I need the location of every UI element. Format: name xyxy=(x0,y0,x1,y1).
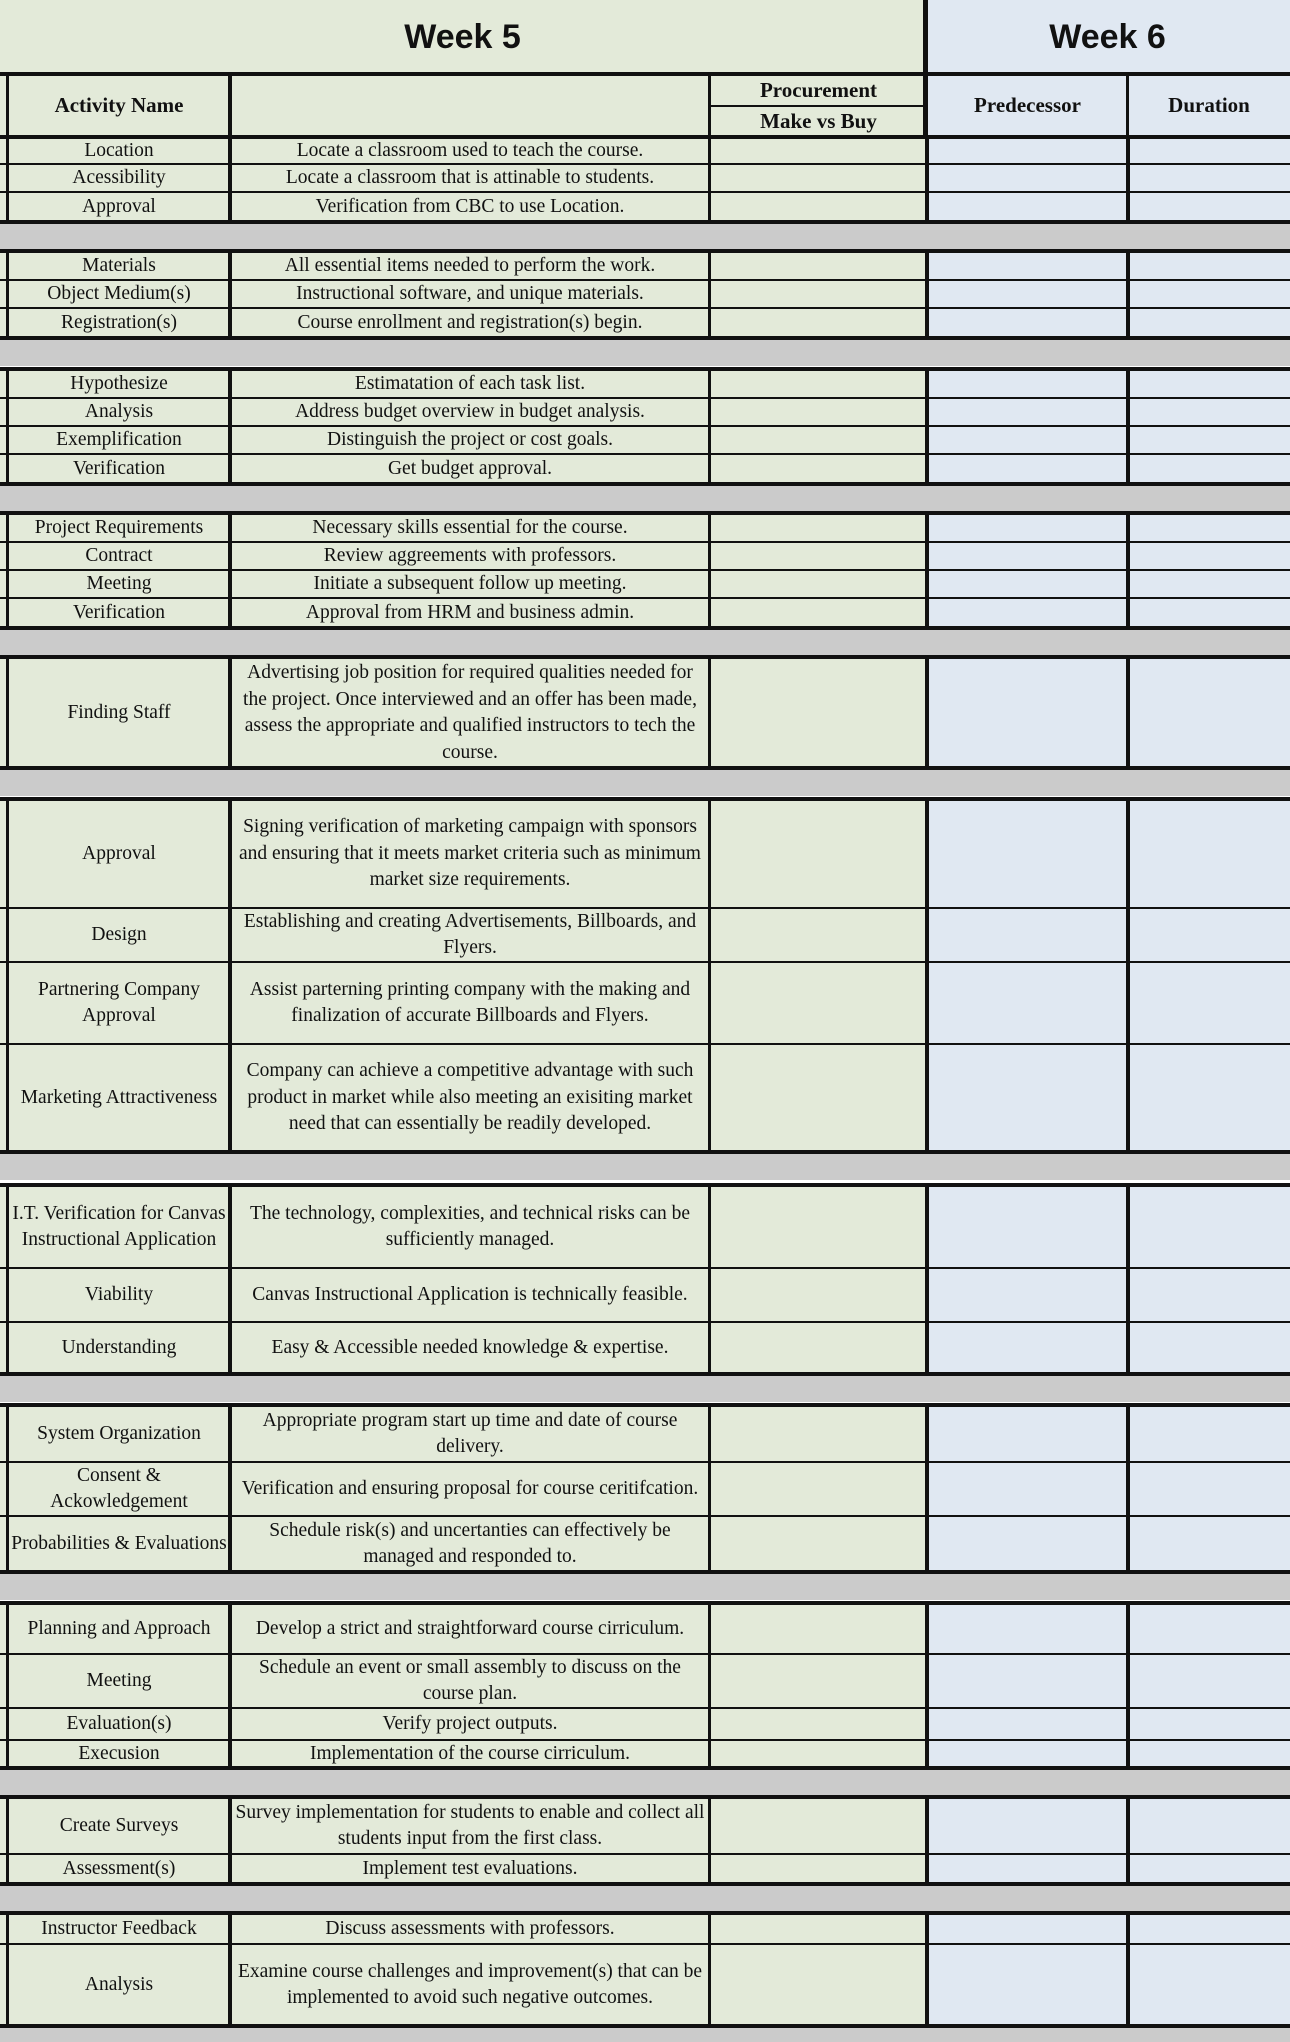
row-rule xyxy=(0,1653,1290,1655)
header-col-rule xyxy=(6,74,9,138)
activity-name-cell: Verification xyxy=(8,598,230,628)
duration-cell[interactable] xyxy=(1128,454,1290,484)
duration-cell[interactable] xyxy=(1128,514,1290,542)
activity-name-cell: Hypothesize xyxy=(8,370,230,398)
activity-description-cell: Initiate a subsequent follow up meeting. xyxy=(230,570,710,598)
activity-name-cell: Probabilities & Evaluations xyxy=(8,1516,230,1572)
row-rule xyxy=(0,1461,1290,1463)
activity-name-cell: Verification xyxy=(8,454,230,484)
activity-name-cell: Instructor Feedback xyxy=(8,1914,230,1944)
procurement-cell[interactable] xyxy=(710,514,927,542)
column-rule xyxy=(925,800,929,1152)
activity-name-cell: Analysis xyxy=(8,398,230,426)
column-rule xyxy=(228,252,232,338)
procurement-cell[interactable] xyxy=(710,1044,927,1152)
duration-cell[interactable] xyxy=(1128,1044,1290,1152)
column-rule xyxy=(6,658,9,768)
procurement-cell[interactable] xyxy=(710,164,927,192)
duration-cell[interactable] xyxy=(1128,1516,1290,1572)
group-separator xyxy=(0,1376,1290,1402)
row-rule xyxy=(0,597,1290,599)
column-rule xyxy=(925,252,929,338)
column-rule xyxy=(228,1798,232,1884)
row-rule xyxy=(0,1707,1290,1709)
column-rule xyxy=(925,1406,929,1572)
row-rule xyxy=(0,1043,1290,1045)
activity-name-cell: Finding Staff xyxy=(8,658,230,768)
column-rule xyxy=(6,800,9,1152)
activity-description-cell: Implement test evaluations. xyxy=(230,1854,710,1884)
duration-cell[interactable] xyxy=(1128,1604,1290,1654)
duration-cell[interactable] xyxy=(1128,280,1290,308)
activity-description-cell: Appropriate program start up time and date of course delivery. xyxy=(230,1406,710,1462)
activity-description-cell: Verification and ensuring proposal for course ceritifcation. xyxy=(230,1462,710,1516)
activity-name-cell: Assessment(s) xyxy=(8,1854,230,1884)
procurement-cell[interactable] xyxy=(710,1654,927,1708)
row-rule xyxy=(0,961,1290,963)
header-bottom-rule xyxy=(0,72,1290,76)
predecessor-cell[interactable] xyxy=(927,454,1128,484)
activity-name-cell: Project Requirements xyxy=(8,514,230,542)
activity-description-cell: Advertising job position for required qualities needed for the project. Once interviewed and an offer has been made, assess the appropriate and qualified instructors to tech the course. xyxy=(230,658,710,768)
column-rule xyxy=(708,1604,711,1768)
column-rule xyxy=(6,1406,9,1572)
activity-name-cell: Materials xyxy=(8,252,230,280)
row-rule xyxy=(0,307,1290,309)
row-rule xyxy=(0,279,1290,281)
activity-description-cell: Develop a strict and straightforward course cirriculum. xyxy=(230,1604,710,1654)
duration-cell[interactable] xyxy=(1128,138,1290,164)
column-rule xyxy=(708,1798,711,1884)
group-separator xyxy=(0,1154,1290,1180)
row-rule xyxy=(0,425,1290,427)
procurement-cell[interactable] xyxy=(710,1462,927,1516)
activity-description-cell: Estimatation of each task list. xyxy=(230,370,710,398)
predecessor-cell[interactable] xyxy=(927,1186,1128,1268)
group-separator xyxy=(0,486,1290,512)
column-rule xyxy=(925,138,929,222)
activity-name-cell: Analysis xyxy=(8,1944,230,2026)
group-separator xyxy=(0,1886,1290,1912)
activity-name-cell: Design xyxy=(8,908,230,962)
group-separator xyxy=(0,1770,1290,1796)
duration-cell[interactable] xyxy=(1128,908,1290,962)
activity-description-cell: Verify project outputs. xyxy=(230,1708,710,1740)
activity-description-cell: Locate a classroom that is attinable to students. xyxy=(230,164,710,192)
duration-cell[interactable] xyxy=(1128,370,1290,398)
duration-cell[interactable] xyxy=(1128,1462,1290,1516)
procurement-cell[interactable] xyxy=(710,1854,927,1884)
group-separator xyxy=(0,1574,1290,1600)
procurement-cell[interactable] xyxy=(710,1406,927,1462)
duration-cell[interactable] xyxy=(1128,1186,1290,1268)
column-rule xyxy=(228,800,232,1152)
group-top-rule xyxy=(0,1183,1290,1187)
group-top-rule xyxy=(0,511,1290,515)
column-rule xyxy=(6,252,9,338)
predecessor-cell[interactable] xyxy=(927,1798,1128,1854)
duration-cell[interactable] xyxy=(1128,542,1290,570)
row-rule xyxy=(0,569,1290,571)
column-rule xyxy=(925,1604,929,1768)
predecessor-cell[interactable] xyxy=(927,1740,1128,1768)
column-rule xyxy=(228,1914,232,2026)
procurement-cell[interactable] xyxy=(710,1604,927,1654)
predecessor-cell[interactable] xyxy=(927,426,1128,454)
activity-description-cell: Address budget overview in budget analysis. xyxy=(230,398,710,426)
activity-name-cell: Acessibility xyxy=(8,164,230,192)
column-rule xyxy=(708,370,711,484)
header-rule-2 xyxy=(710,105,927,107)
activity-description-cell: Establishing and creating Advertisements, Billboards, and Flyers. xyxy=(230,908,710,962)
column-rule xyxy=(1126,370,1130,484)
group-separator xyxy=(0,224,1290,250)
procurement-cell[interactable] xyxy=(710,598,927,628)
duration-cell[interactable] xyxy=(1128,1322,1290,1374)
activity-description-cell: Schedule an event or small assembly to discuss on the course plan. xyxy=(230,1654,710,1708)
activity-name-cell: I.T. Verification for Canvas Instructional Application xyxy=(8,1186,230,1268)
predecessor-cell[interactable] xyxy=(927,570,1128,598)
predecessor-cell[interactable] xyxy=(927,192,1128,222)
activity-description-cell: Get budget approval. xyxy=(230,454,710,484)
activity-name-cell: Marketing Attractiveness xyxy=(8,1044,230,1152)
column-rule xyxy=(1126,1604,1130,1768)
predecessor-cell[interactable] xyxy=(927,1268,1128,1322)
header-col-rule xyxy=(228,74,232,138)
predecessor-cell[interactable] xyxy=(927,1462,1128,1516)
activity-description-cell: Schedule risk(s) and uncertanties can effectively be managed and responded to. xyxy=(230,1516,710,1572)
activity-name-cell: Approval xyxy=(8,192,230,222)
activity-description-cell: Review aggreements with professors. xyxy=(230,542,710,570)
predecessor-cell[interactable] xyxy=(927,658,1128,768)
procurement-cell[interactable] xyxy=(710,1268,927,1322)
duration-cell[interactable] xyxy=(1128,1268,1290,1322)
column-rule xyxy=(708,514,711,628)
group-top-rule xyxy=(0,655,1290,659)
duration-cell[interactable] xyxy=(1128,1798,1290,1854)
column-rule xyxy=(1126,1186,1130,1374)
activity-description-cell: Examine course challenges and improvement(s) that can be implemented to avoid such negative outcomes. xyxy=(230,1944,710,2026)
column-rule xyxy=(228,514,232,628)
activity-name-cell: Consent & Ackowledgement xyxy=(8,1462,230,1516)
activity-description-cell: Necessary skills essential for the course. xyxy=(230,514,710,542)
row-rule xyxy=(0,1943,1290,1945)
procurement-cell[interactable] xyxy=(710,308,927,338)
row-rule xyxy=(0,907,1290,909)
predecessor-cell[interactable] xyxy=(927,1708,1128,1740)
bottom-separator xyxy=(0,2028,1290,2042)
procurement-cell[interactable] xyxy=(710,1914,927,1944)
procurement-header: Procurement xyxy=(710,74,927,107)
column-rule xyxy=(708,1406,711,1572)
duration-cell[interactable] xyxy=(1128,658,1290,768)
row-rule xyxy=(0,541,1290,543)
duration-cell[interactable] xyxy=(1128,1854,1290,1884)
row-rule xyxy=(0,1515,1290,1517)
duration-cell[interactable] xyxy=(1128,570,1290,598)
activity-description-cell: Easy & Accessible needed knowledge & expertise. xyxy=(230,1322,710,1374)
group-top-rule xyxy=(0,249,1290,253)
activity-name-cell: Exemplification xyxy=(8,426,230,454)
procurement-cell[interactable] xyxy=(710,280,927,308)
predecessor-cell[interactable] xyxy=(927,1914,1128,1944)
predecessor-cell[interactable] xyxy=(927,1604,1128,1654)
column-rule xyxy=(1126,800,1130,1152)
duration-cell[interactable] xyxy=(1128,192,1290,222)
activity-description-cell: The technology, complexities, and technical risks can be sufficiently managed. xyxy=(230,1186,710,1268)
activity-name-cell: Planning and Approach xyxy=(8,1604,230,1654)
procurement-cell[interactable] xyxy=(710,426,927,454)
procurement-cell[interactable] xyxy=(710,908,927,962)
column-rule xyxy=(708,658,711,768)
predecessor-cell[interactable] xyxy=(927,1654,1128,1708)
activity-name-cell: Understanding xyxy=(8,1322,230,1374)
group-separator xyxy=(0,630,1290,656)
column-rule xyxy=(6,1186,9,1374)
predecessor-cell[interactable] xyxy=(927,252,1128,280)
procurement-cell[interactable] xyxy=(710,570,927,598)
column-rule xyxy=(6,138,9,222)
activity-name-header: Activity Name xyxy=(8,74,230,136)
duration-cell[interactable] xyxy=(1128,426,1290,454)
column-rule xyxy=(6,514,9,628)
procurement-cell[interactable] xyxy=(710,370,927,398)
column-rule xyxy=(925,1186,929,1374)
predecessor-cell[interactable] xyxy=(927,370,1128,398)
activity-name-cell: Approval xyxy=(8,800,230,908)
duration-cell[interactable] xyxy=(1128,598,1290,628)
header-col-rule xyxy=(708,74,711,138)
activity-name-cell: Object Medium(s) xyxy=(8,280,230,308)
column-rule xyxy=(1126,658,1130,768)
row-rule xyxy=(0,453,1290,455)
predecessor-cell[interactable] xyxy=(927,1044,1128,1152)
group-separator xyxy=(0,770,1290,796)
row-rule xyxy=(0,191,1290,193)
procurement-cell[interactable] xyxy=(710,192,927,222)
activity-name-cell: Meeting xyxy=(8,1654,230,1708)
duration-cell[interactable] xyxy=(1128,1406,1290,1462)
row-rule xyxy=(0,1267,1290,1269)
procurement-cell[interactable] xyxy=(710,1516,927,1572)
activity-description-cell: Survey implementation for students to enable and collect all students input from the first class. xyxy=(230,1798,710,1854)
activity-description-cell: Approval from HRM and business admin. xyxy=(230,598,710,628)
column-rule xyxy=(708,252,711,338)
week5-header: Week 5 xyxy=(0,0,925,74)
activity-name-cell: System Organization xyxy=(8,1406,230,1462)
group-separator xyxy=(0,340,1290,366)
predecessor-cell[interactable] xyxy=(927,398,1128,426)
duration-cell[interactable] xyxy=(1128,1914,1290,1944)
duration-cell[interactable] xyxy=(1128,398,1290,426)
predecessor-cell[interactable] xyxy=(927,542,1128,570)
column-rule xyxy=(925,1798,929,1884)
column-rule xyxy=(228,138,232,222)
predecessor-cell[interactable] xyxy=(927,962,1128,1044)
predecessor-cell[interactable] xyxy=(927,598,1128,628)
column-rule xyxy=(1126,138,1130,222)
procurement-cell[interactable] xyxy=(710,1708,927,1740)
column-rule xyxy=(708,1186,711,1374)
activity-description-cell: All essential items needed to perform the work. xyxy=(230,252,710,280)
activity-description-cell: Assist parterning printing company with the making and finalization of accurate Billboards and Flyers. xyxy=(230,962,710,1044)
procurement-cell[interactable] xyxy=(710,1798,927,1854)
activity-description-cell: Locate a classroom used to teach the course. xyxy=(230,138,710,164)
procurement-cell[interactable] xyxy=(710,1186,927,1268)
column-rule xyxy=(708,1914,711,2026)
procurement-cell[interactable] xyxy=(710,1322,927,1374)
activity-name-cell: Meeting xyxy=(8,570,230,598)
column-rule xyxy=(6,1914,9,2026)
description-header xyxy=(230,74,710,136)
group-top-rule xyxy=(0,1601,1290,1605)
procurement-cell[interactable] xyxy=(710,658,927,768)
column-rule xyxy=(1126,1798,1130,1884)
row-rule xyxy=(0,1739,1290,1741)
duration-cell[interactable] xyxy=(1128,252,1290,280)
procurement-cell[interactable] xyxy=(710,398,927,426)
predecessor-cell[interactable] xyxy=(927,164,1128,192)
group-top-rule xyxy=(0,1403,1290,1407)
column-rule xyxy=(1126,1406,1130,1572)
procurement-cell[interactable] xyxy=(710,542,927,570)
procurement-cell[interactable] xyxy=(710,1740,927,1768)
column-rule xyxy=(228,1406,232,1572)
column-rule xyxy=(1126,1914,1130,2026)
column-rule xyxy=(6,1798,9,1884)
column-rule xyxy=(925,1914,929,2026)
activity-name-cell: Contract xyxy=(8,542,230,570)
duration-cell[interactable] xyxy=(1128,1708,1290,1740)
activity-description-cell: Company can achieve a competitive advantage with such product in market while also meeting an exisiting market need that can essentially be readily developed. xyxy=(230,1044,710,1152)
duration-cell[interactable] xyxy=(1128,1740,1290,1768)
predecessor-cell[interactable] xyxy=(927,1516,1128,1572)
column-rule xyxy=(228,1186,232,1374)
group-top-rule xyxy=(0,797,1290,801)
activity-description-cell: Verification from CBC to use Location. xyxy=(230,192,710,222)
activity-name-cell: Execusion xyxy=(8,1740,230,1768)
activity-name-cell: Viability xyxy=(8,1268,230,1322)
predecessor-cell[interactable] xyxy=(927,1406,1128,1462)
group-top-rule xyxy=(0,135,1290,139)
week6-header: Week 6 xyxy=(925,0,1290,74)
activity-description-cell: Implementation of the course cirriculum. xyxy=(230,1740,710,1768)
predecessor-cell[interactable] xyxy=(927,138,1128,164)
activity-description-cell: Signing verification of marketing campaign with sponsors and ensuring that it meets market criteria such as minimum market size requirements. xyxy=(230,800,710,908)
row-rule xyxy=(0,1321,1290,1323)
group-top-rule xyxy=(0,1911,1290,1915)
duration-cell[interactable] xyxy=(1128,164,1290,192)
predecessor-cell[interactable] xyxy=(927,514,1128,542)
column-rule xyxy=(228,658,232,768)
activity-description-cell: Discuss assessments with professors. xyxy=(230,1914,710,1944)
duration-cell[interactable] xyxy=(1128,1944,1290,2026)
activity-name-cell: Create Surveys xyxy=(8,1798,230,1854)
predecessor-header: Predecessor xyxy=(927,74,1128,136)
procurement-cell[interactable] xyxy=(710,138,927,164)
row-rule xyxy=(0,397,1290,399)
column-rule xyxy=(6,1604,9,1768)
column-rule xyxy=(1126,514,1130,628)
activity-description-cell: Canvas Instructional Application is technically feasible. xyxy=(230,1268,710,1322)
activity-description-cell: Course enrollment and registration(s) begin. xyxy=(230,308,710,338)
duration-header: Duration xyxy=(1128,74,1290,136)
predecessor-cell[interactable] xyxy=(927,1322,1128,1374)
make-vs-buy-header: Make vs Buy xyxy=(710,107,927,136)
group-top-rule xyxy=(0,1795,1290,1799)
column-rule xyxy=(925,658,929,768)
predecessor-cell[interactable] xyxy=(927,1854,1128,1884)
row-rule xyxy=(0,1853,1290,1855)
procurement-cell[interactable] xyxy=(710,252,927,280)
column-rule xyxy=(925,370,929,484)
group-top-rule xyxy=(0,367,1290,371)
duration-cell[interactable] xyxy=(1128,1654,1290,1708)
procurement-cell[interactable] xyxy=(710,800,927,908)
duration-cell[interactable] xyxy=(1128,308,1290,338)
activity-name-cell: Partnering Company Approval xyxy=(8,962,230,1044)
predecessor-cell[interactable] xyxy=(927,1944,1128,2026)
column-rule xyxy=(708,800,711,1152)
column-rule xyxy=(1126,252,1130,338)
activity-name-cell: Location xyxy=(8,138,230,164)
duration-cell[interactable] xyxy=(1128,962,1290,1044)
activity-name-cell: Registration(s) xyxy=(8,308,230,338)
column-rule xyxy=(925,514,929,628)
activity-description-cell: Distinguish the project or cost goals. xyxy=(230,426,710,454)
predecessor-cell[interactable] xyxy=(927,308,1128,338)
procurement-cell[interactable] xyxy=(710,1944,927,2026)
activity-description-cell: Instructional software, and unique materials. xyxy=(230,280,710,308)
activity-name-cell: Evaluation(s) xyxy=(8,1708,230,1740)
column-rule xyxy=(228,1604,232,1768)
duration-cell[interactable] xyxy=(1128,800,1290,908)
column-rule xyxy=(708,138,711,222)
column-rule xyxy=(6,370,9,484)
predecessor-cell[interactable] xyxy=(927,280,1128,308)
procurement-cell[interactable] xyxy=(710,962,927,1044)
procurement-cell[interactable] xyxy=(710,454,927,484)
header-col-rule xyxy=(1126,74,1129,138)
week-divider xyxy=(923,0,928,138)
predecessor-cell[interactable] xyxy=(927,908,1128,962)
row-rule xyxy=(0,163,1290,165)
column-rule xyxy=(228,370,232,484)
predecessor-cell[interactable] xyxy=(927,800,1128,908)
